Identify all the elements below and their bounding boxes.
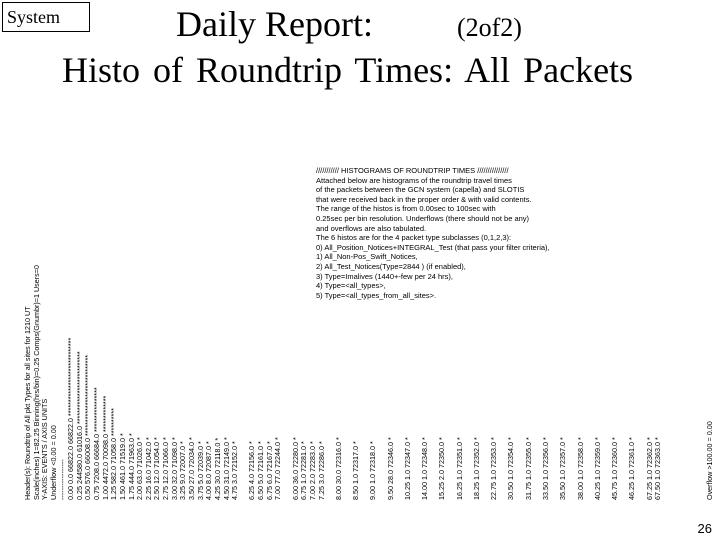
histogram-column: Overflow >100.00 = 0.00 (705, 421, 714, 500)
histogram-column: Scale(inches) 1=82.25 Binning(hrs/bin)=0.25 Comps(Gnumbr)=1 Users=0 (31, 265, 41, 500)
note-line: 0.25sec per bin resolution. Underflows (there should not be any) (316, 213, 530, 223)
histogram-column: 0.00 0.0 66822.0 66822.0 **************************** (66, 337, 76, 500)
note-line: of the packets between the GCN system (capella) and SLOTIS (316, 185, 525, 195)
histogram-column: 7.00 77.0 72244.0 * (273, 437, 283, 500)
histogram-column: 3.00 32.0 71098.0 * (169, 437, 179, 500)
histogram-column: 16.25 1.0 72351.0 * (454, 437, 464, 500)
histogram-column: 6.75 1.0 72281.0 * (299, 441, 309, 500)
histogram-column: 67.25 1.0 72362.0 * (644, 437, 654, 500)
histogram-column: 4.50 31.0 72149.0 * (221, 437, 231, 500)
histogram-column: 30.50 1.0 72354.0 * (506, 437, 516, 500)
histogram-column: 6.75 6.0 72167.0 * (264, 441, 274, 500)
note-line: that were received back in the proper order & with valid contents. (316, 194, 532, 204)
note-line: 1) All_Non-Pos_Swift_Notices, (316, 252, 418, 262)
histogram-column: 38.00 1.0 72358.0 * (575, 437, 585, 500)
note-line: 4) Type=<all_types>, (316, 281, 386, 291)
system-tag: System (2, 2, 90, 32)
histogram-column: 3.25 9.0 72007.0 * (178, 441, 188, 500)
histogram-column: 7.25 3.0 72286.0 * (316, 441, 326, 500)
histogram-column: 3.75 5.0 72039.0 * (195, 441, 205, 500)
histogram-column: 6.00 36.0 72280.0 * (290, 437, 300, 500)
histogram-column: 31.75 1.0 72355.0 * (523, 437, 533, 500)
histogram-column: Underflow <0.00 = 0.00 (48, 425, 58, 500)
note-line: 0) All_Position_Notices+INTEGRAL_Test (that pass your filter criteria), (316, 242, 550, 252)
histogram-column: 1.25 582.0 71058.0 ********** (109, 408, 119, 500)
histogram-column: 0.50 576.0 66008.0 ***************************** (83, 354, 93, 500)
note-line: The range of the histos is from 0.00sec to 100sec with (316, 204, 496, 214)
histogram-column: 0.75 7208.0 66684.0 **************** (92, 387, 102, 500)
histogram-notes (316, 166, 616, 300)
histogram-column: 14.00 1.0 72348.0 * (420, 437, 430, 500)
note-line: The 6 histos are for the 4 packet type subclasses (0,1,2,3): (316, 233, 512, 243)
histogram-column: 9.50 28.0 72346.0 * (385, 437, 395, 500)
note-line: /////////// HISTOGRAMS OF ROUNDTRIP TIMES /////////////// (316, 166, 509, 175)
title-line-2: Histo of Roundtrip Times: All Packets (62, 50, 634, 90)
histogram-column: 2.00 63.0 71026.0 * (135, 437, 145, 500)
histogram-column: 4.00 8.0 72087.0 * (204, 441, 214, 500)
note-line: 3) Type=Imalives (1440+-few per 24 hrs), (316, 271, 454, 281)
note-line: 5) Type=<all_types_from_all_sites>. (316, 290, 437, 300)
histogram-column: 1.50 461.0 71519.0 * (117, 433, 127, 500)
histogram-column: 45.75 1.0 72360.0 * (610, 437, 620, 500)
histogram-column: 4.25 30.0 72118.0 * (212, 437, 222, 500)
histogram-column: 6.25 4.0 72156.0 * (247, 441, 257, 500)
histogram-column: 15.25 2.0 72350.0 * (437, 437, 447, 500)
note-line: and overflows are also tabulated. (316, 223, 427, 233)
histogram-column: 2.75 12.0 71066.0 * (161, 437, 171, 500)
title-line-1 (176, 2, 522, 50)
histogram-column: 3.50 27.0 72034.0 * (187, 437, 197, 500)
histogram-column: 1.75 444.0 71963.0 * (126, 433, 136, 500)
histogram-column: 46.25 1.0 72361.0 * (627, 437, 637, 500)
title-part-label: (2of2) (456, 13, 522, 42)
histogram-column: Header(s): Roundtrip of All pkt Types for all sites for 1210 UT (23, 306, 32, 500)
histogram-column: 0.25 244580.0 61016.0 ************************** (74, 351, 84, 500)
histogram-column: 8.00 30.0 72316.0 * (333, 437, 343, 500)
histogram-column: 67.50 1.0 72363.0 * (653, 437, 663, 500)
histogram-column: ----------------- (57, 459, 67, 500)
histogram-column: 22.75 1.0 72353.0 * (489, 437, 499, 500)
histogram-column: 1.00 4472.0 70098.0 ************* (100, 395, 110, 500)
page-number: 26 (697, 521, 712, 536)
histogram-column: 18.25 1.0 72352.0 * (471, 437, 481, 500)
histogram-column: 8.50 1.0 72317.0 * (351, 441, 361, 500)
note-line: 2) All_Test_Notices(Type=2844 ) (if enabled), (316, 261, 466, 271)
histogram-column: 40.25 1.0 72359.0 * (592, 437, 602, 500)
histogram-column: 33.50 1.0 72356.0 * (540, 437, 550, 500)
histogram-column: 2.25 16.0 71042.0 * (143, 437, 153, 500)
title-text: Daily Report: (176, 4, 373, 44)
histogram-column: 6.50 5.0 72161.0 * (256, 441, 266, 500)
histogram-column: Y-AXIS: EVENTS / AXIS UNITS (40, 398, 50, 500)
note-line: Attached below are histograms of the roundtrip travel times (316, 175, 512, 185)
histogram-column: 2.50 12.0 71054.0 * (152, 437, 162, 500)
histogram-column: 4.75 3.0 72152.0 * (230, 441, 240, 500)
histogram-column: 7.00 2.0 72283.0 * (307, 441, 317, 500)
histogram-column: 10.25 1.0 72347.0 * (402, 437, 412, 500)
histogram-column: 35.50 1.0 72357.0 * (558, 437, 568, 500)
histogram-column: 9.00 1.0 72318.0 * (368, 441, 378, 500)
